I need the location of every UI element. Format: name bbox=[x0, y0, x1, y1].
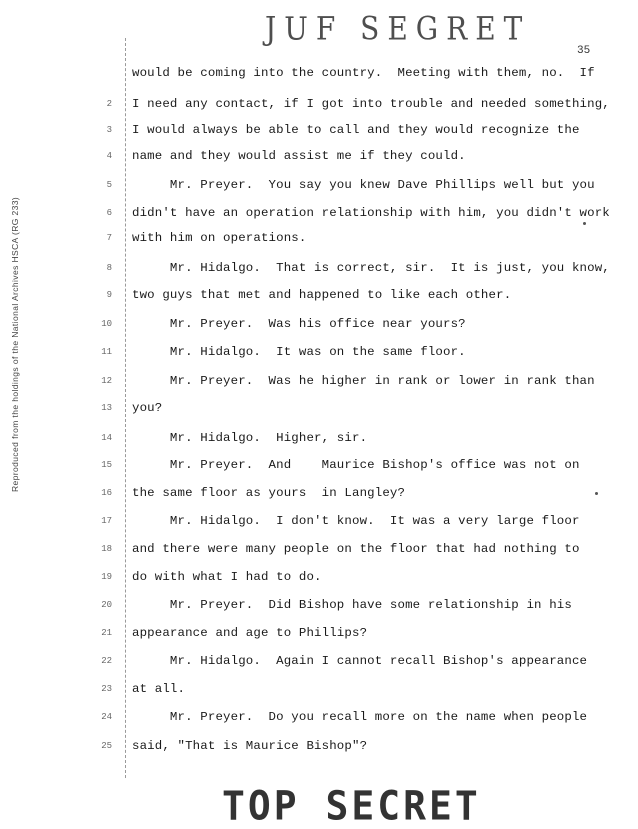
line-number: 20 bbox=[101, 600, 112, 610]
transcript-line: the same floor as yours in Langley? bbox=[132, 486, 406, 500]
line-number: 16 bbox=[101, 488, 112, 498]
line-number: 22 bbox=[101, 656, 112, 666]
transcript-line: appearance and age to Phillips? bbox=[132, 626, 368, 640]
line-number: 18 bbox=[101, 544, 112, 554]
transcript-line: Mr. Preyer. Do you recall more on the name when people bbox=[132, 710, 588, 724]
transcript-line: at all. bbox=[132, 682, 186, 696]
transcript-line: Mr. Hidalgo. Higher, sir. bbox=[132, 431, 368, 445]
transcript-line: Mr. Preyer. Did Bishop have some relationship in his bbox=[132, 598, 572, 612]
transcript-line: name and they would assist me if they could. bbox=[132, 149, 466, 163]
transcript-line: Mr. Preyer. And Maurice Bishop's office was not on bbox=[132, 458, 580, 472]
line-number: 24 bbox=[101, 712, 112, 722]
line-number: 21 bbox=[101, 628, 112, 638]
line-number: 13 bbox=[101, 403, 112, 413]
line-number: 7 bbox=[106, 233, 112, 243]
transcript-line: with him on operations. bbox=[132, 231, 307, 245]
transcript-line: I need any contact, if I got into trouble and needed something, bbox=[132, 97, 610, 111]
transcript-line: said, "That is Maurice Bishop"? bbox=[132, 739, 368, 753]
line-number: 19 bbox=[101, 572, 112, 582]
line-number: 12 bbox=[101, 376, 112, 386]
transcript-line: do with what I had to do. bbox=[132, 570, 322, 584]
line-number: 6 bbox=[106, 208, 112, 218]
line-number: 8 bbox=[106, 263, 112, 273]
transcript-line: didn't have an operation relationship with him, you didn't work bbox=[132, 206, 610, 220]
line-number: 17 bbox=[101, 516, 112, 526]
line-number: 15 bbox=[101, 460, 112, 470]
scan-speck bbox=[595, 492, 598, 495]
line-number: 4 bbox=[106, 151, 112, 161]
line-number: 23 bbox=[101, 684, 112, 694]
margin-rule bbox=[125, 38, 126, 778]
archive-source-note: Reproduced from the holdings of the National Archives HSCA (RG 233) bbox=[10, 196, 20, 492]
line-number: 14 bbox=[101, 433, 112, 443]
transcript-line: you? bbox=[132, 401, 163, 415]
scan-speck bbox=[583, 222, 586, 225]
footer-classification-stamp: TOP SECRET bbox=[222, 782, 481, 829]
line-number: 9 bbox=[106, 290, 112, 300]
transcript-line: would be coming into the country. Meeting with them, no. If bbox=[132, 66, 595, 80]
line-number: 5 bbox=[106, 180, 112, 190]
line-number: 10 bbox=[101, 319, 112, 329]
page-number: 35 bbox=[577, 45, 591, 57]
line-number: 2 bbox=[106, 99, 112, 109]
transcript-line: and there were many people on the floor that had nothing to bbox=[132, 542, 580, 556]
line-number: 25 bbox=[101, 741, 112, 751]
line-number: 3 bbox=[106, 125, 112, 135]
transcript-line: Mr. Hidalgo. It was on the same floor. bbox=[132, 345, 466, 359]
transcript-line: Mr. Preyer. Was he higher in rank or lower in rank than bbox=[132, 374, 595, 388]
transcript-line: two guys that met and happened to like each other. bbox=[132, 288, 512, 302]
transcript-line: Mr. Preyer. Was his office near yours? bbox=[132, 317, 466, 331]
transcript-line: Mr. Hidalgo. Again I cannot recall Bishop's appearance bbox=[132, 654, 588, 668]
line-number: 11 bbox=[101, 347, 112, 357]
transcript-line: I would always be able to call and they would recognize the bbox=[132, 123, 580, 137]
transcript-line: Mr. Hidalgo. That is correct, sir. It is just, you know, bbox=[132, 261, 610, 275]
transcript-line: Mr. Preyer. You say you knew Dave Phillips well but you bbox=[132, 178, 595, 192]
transcript-line: Mr. Hidalgo. I don't know. It was a very large floor bbox=[132, 514, 580, 528]
header-classification-stamp: JUF SEGRET bbox=[265, 9, 531, 48]
